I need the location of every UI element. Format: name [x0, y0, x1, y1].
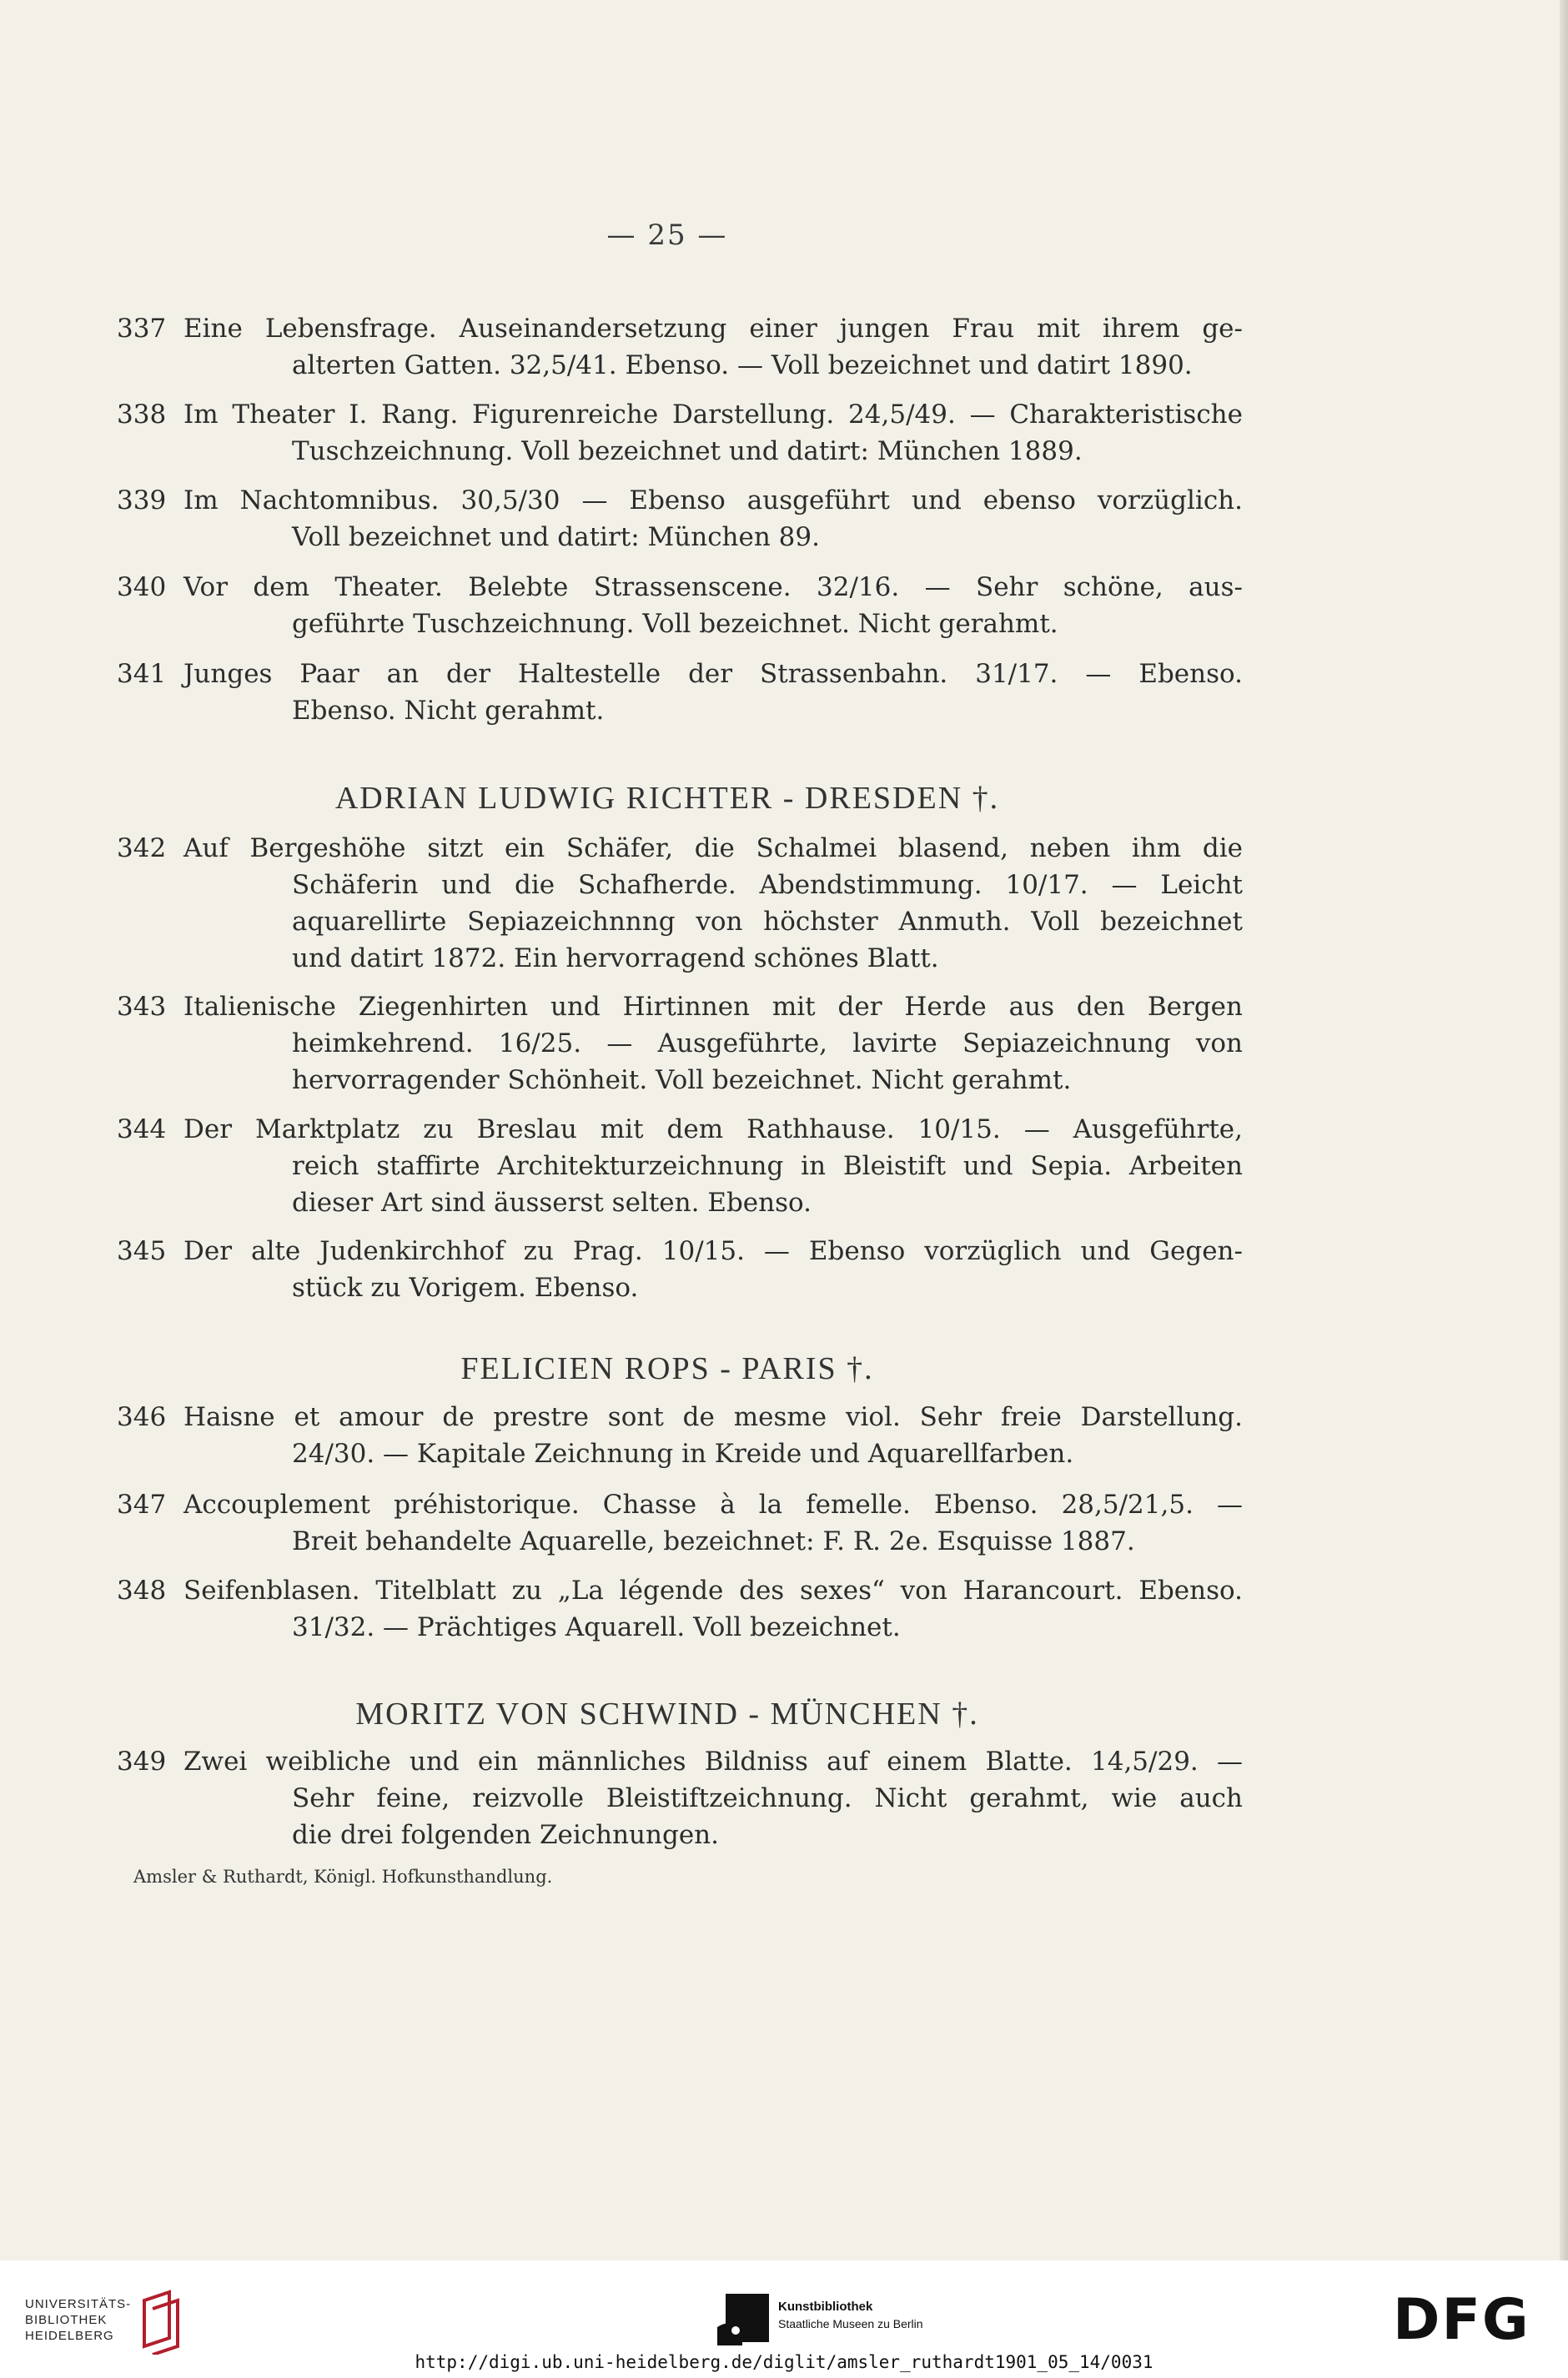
- entry-number: 339: [117, 485, 167, 515]
- page-edge-shadow: [1560, 0, 1568, 2260]
- catalog-entry-344: [117, 1111, 1243, 1221]
- entry-number: 348: [117, 1576, 167, 1606]
- catalog-entry-338: [117, 396, 1243, 470]
- entry-continuation: hervorragender Schönheit. Voll bezeichnet. Nicht gerahmt.: [292, 1065, 1072, 1095]
- entry-continuation: die drei folgenden Zeichnungen.: [292, 1820, 719, 1850]
- entry-first-line: [117, 310, 1243, 347]
- entry-continuation: Ebenso. Nicht gerahmt.: [292, 696, 605, 726]
- artist-heading-rops: FELICIEN ROPS - PARIS †.: [460, 1351, 874, 1386]
- entry-continuation: dieser Art sind äusserst selten. Ebenso.: [292, 1188, 812, 1218]
- entry-continuation: Schäferin und die Schafherde. Abendstimmung. 10/17. — Leicht: [292, 870, 1243, 900]
- catalog-entry-348: [117, 1572, 1243, 1646]
- entry-text: Eine Lebensfrage. Auseinandersetzung einer jungen Frau mit ihrem ge-: [183, 314, 1243, 344]
- entry-first-line: [117, 1572, 1243, 1609]
- uni-label-line: UNIVERSITÄTS-: [25, 2297, 132, 2311]
- entry-text: Auf Bergeshöhe sitzt ein Schäfer, die Schalmei blasend, neben ihm die: [183, 833, 1243, 863]
- catalog-entry-339: [117, 482, 1243, 556]
- catalog-entry-343: [117, 988, 1243, 1099]
- catalog-entry-340: [117, 569, 1243, 642]
- entry-first-line: [117, 1399, 1243, 1435]
- entry-first-line: [117, 1233, 1243, 1269]
- entry-continuation: Tuschzeichnung. Voll bezeichnet und datirt: München 1889.: [292, 436, 1083, 466]
- entry-continuation: geführte Tuschzeichnung. Voll bezeichnet. Nicht gerahmt.: [292, 609, 1058, 639]
- entry-first-line: [117, 830, 1243, 867]
- entry-first-line: [117, 569, 1243, 606]
- entry-number: 342: [117, 833, 167, 863]
- entry-first-line: [117, 1486, 1243, 1523]
- entry-continuation: stück zu Vorigem. Ebenso.: [292, 1273, 639, 1303]
- entry-first-line: [117, 988, 1243, 1025]
- artist-heading-richter: ADRIAN LUDWIG RICHTER - DRESDEN †.: [334, 781, 1000, 816]
- catalog-entry-342: [117, 830, 1243, 977]
- catalog-entry-346: [117, 1399, 1243, 1472]
- entry-text: Im Theater I. Rang. Figurenreiche Darstellung. 24,5/49. — Charakteristische: [183, 400, 1243, 430]
- entry-continuation: Voll bezeichnet und datirt: München 89.: [292, 522, 820, 552]
- entry-text: Haisne et amour de prestre sont de mesme viol. Sehr freie Darstellung.: [183, 1402, 1243, 1432]
- entry-text: Der alte Judenkirchhof zu Prag. 10/15. — Ebenso vorzüglich und Gegen-: [183, 1236, 1243, 1266]
- publisher-imprint: Amsler & Ruthardt, Königl. Hofkunsthandlung.: [133, 1867, 553, 1887]
- entry-number: 341: [117, 659, 167, 689]
- entry-number: 343: [117, 992, 167, 1022]
- uni-label-line: BIBLIOTHEK: [25, 2313, 108, 2327]
- entry-continuation: 24/30. — Kapitale Zeichnung in Kreide und Aquarellfarben.: [292, 1439, 1074, 1469]
- artist-heading-schwind: MORITZ VON SCHWIND - MÜNCHEN †.: [355, 1697, 979, 1732]
- entry-continuation: Sehr feine, reizvolle Bleistiftzeichnung. Nicht gerahmt, wie auch: [292, 1783, 1243, 1813]
- kb-title: Kunstbibliothek: [778, 2300, 873, 2314]
- uni-heidelberg-logo-icon: [136, 2288, 186, 2355]
- entry-continuation: und datirt 1872. Ein hervorragend schönes Blatt.: [292, 943, 939, 973]
- entry-number: 349: [117, 1747, 167, 1777]
- entry-text: Im Nachtomnibus. 30,5/30 — Ebenso ausgeführt und ebenso vorzüglich.: [183, 485, 1243, 515]
- catalog-entry-337: [117, 310, 1243, 384]
- entry-number: 345: [117, 1236, 167, 1266]
- kunstbibliothek-label: [778, 2299, 923, 2332]
- entry-first-line: [117, 396, 1243, 433]
- entry-number: 340: [117, 572, 167, 602]
- catalog-entry-341: [117, 656, 1243, 729]
- entry-continuation: heimkehrend. 16/25. — Ausgeführte, lavirte Sepiazeichnung von: [292, 1028, 1243, 1058]
- kb-subtitle: Staatliche Museen zu Berlin: [778, 2317, 923, 2330]
- entry-first-line: [117, 482, 1243, 519]
- entry-first-line: [117, 656, 1243, 692]
- catalog-entry-349: [117, 1743, 1243, 1853]
- entry-first-line: [117, 1111, 1243, 1148]
- entry-number: 338: [117, 400, 167, 430]
- entry-first-line: [117, 1743, 1243, 1780]
- entry-continuation: Breit behandelte Aquarelle, bezeichnet: F. R. 2e. Esquisse 1887.: [292, 1526, 1135, 1556]
- uni-label-line: HEIDELBERG: [25, 2329, 114, 2343]
- digitization-footer: [0, 2260, 1568, 2378]
- entry-number: 346: [117, 1402, 167, 1432]
- entry-number: 344: [117, 1114, 167, 1144]
- entry-continuation: alterten Gatten. 32,5/41. Ebenso. — Voll bezeichnet und datirt 1890.: [292, 350, 1193, 380]
- entry-text: Der Marktplatz zu Breslau mit dem Rathhause. 10/15. — Ausgeführte,: [183, 1114, 1243, 1144]
- entry-continuation: reich staffirte Architekturzeichnung in Bleistift und Sepia. Arbeiten: [292, 1151, 1243, 1181]
- uni-heidelberg-label: [25, 2296, 131, 2344]
- permalink-url[interactable]: http://digi.ub.uni-heidelberg.de/diglit/amsler_ruthardt1901_05_14/0031: [415, 2352, 1153, 2372]
- entry-text: Vor dem Theater. Belebte Strassenscene. 32/16. — Sehr schöne, aus-: [183, 572, 1243, 602]
- entry-number: 347: [117, 1490, 167, 1520]
- catalog-entry-345: [117, 1233, 1243, 1306]
- dfg-logo: DFG: [1393, 2287, 1530, 2353]
- entry-text: Accouplement préhistorique. Chasse à la femelle. Ebenso. 28,5/21,5. —: [183, 1490, 1243, 1520]
- page-number: — 25 —: [606, 219, 728, 252]
- catalog-entry-347: [117, 1486, 1243, 1560]
- entry-text: Junges Paar an der Haltestelle der Strassenbahn. 31/17. — Ebenso.: [183, 659, 1243, 689]
- entry-text: Italienische Ziegenhirten und Hirtinnen mit der Herde aus den Bergen: [183, 992, 1243, 1022]
- kunstbibliothek-logo-icon: [717, 2294, 769, 2345]
- entry-number: 337: [117, 314, 167, 344]
- entry-continuation: aquarellirte Sepiazeichnnng von höchster Anmuth. Voll bezeichnet: [292, 907, 1243, 937]
- entry-text: Zwei weibliche und ein männliches Bildniss auf einem Blatte. 14,5/29. —: [183, 1747, 1243, 1777]
- entry-continuation: 31/32. — Prächtiges Aquarell. Voll bezeichnet.: [292, 1612, 901, 1642]
- entry-text: Seifenblasen. Titelblatt zu „La légende des sexes“ von Harancourt. Ebenso.: [183, 1576, 1243, 1606]
